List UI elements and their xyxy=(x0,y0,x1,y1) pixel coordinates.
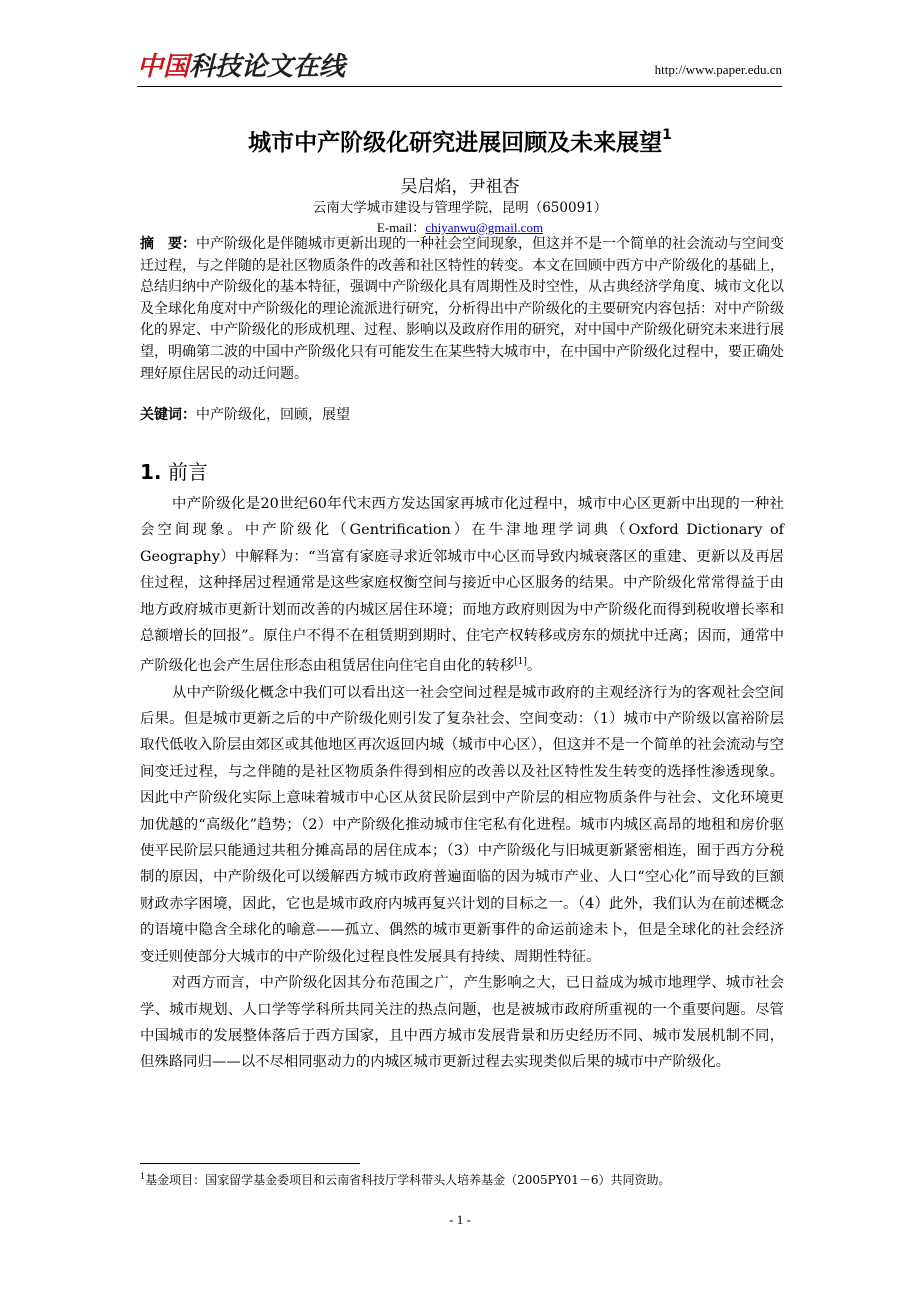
paragraph xyxy=(140,491,784,680)
abstract-label: 摘 要： xyxy=(140,236,196,252)
page-number: - 1 - xyxy=(449,1212,471,1227)
paper-title xyxy=(0,124,920,157)
footnote-text: 基金项目：国家留学基金委项目和云南省科技厅学科带头人培养基金（2005PY01－6）共同资助。 xyxy=(145,1173,671,1187)
logo-red-text: 中国 xyxy=(137,52,190,82)
citation-ref[interactable]: [1] xyxy=(514,657,527,668)
paragraph xyxy=(140,970,784,1076)
header-url[interactable]: http://www.paper.edu.cn xyxy=(654,62,782,77)
abstract xyxy=(140,234,784,385)
header-divider xyxy=(137,86,782,87)
affiliation: 云南大学城市建设与管理学院，昆明（650091） xyxy=(312,200,608,216)
paragraph-tail: 。 xyxy=(526,658,542,675)
logo-dark-text: 科技论文在线 xyxy=(189,52,346,82)
keywords-label: 关键词： xyxy=(140,407,196,423)
title-text: 城市中产阶级化研究进展回顾及未来展望 xyxy=(248,130,663,156)
keywords-text: 中产阶级化，回顾，展望 xyxy=(196,407,350,423)
footnote xyxy=(140,1171,671,1188)
body-text xyxy=(140,491,784,1076)
section-title: 前言 xyxy=(167,460,208,484)
paragraph xyxy=(140,680,784,970)
site-logo xyxy=(137,52,345,82)
paragraph-text: 对西方而言，中产阶级化因其分布范围之广，产生影响之大，已日益成为城市地理学、城市社会学、城市规划、人口学等学科所共同关注的热点问题，也是被城市政府所重视的一个重要问题。尽管中国城市的发展整体落后于西方国家，且中西方城市发展背景和历史经历不同、城市发展机制不同，但殊路同归——以不尽相同驱动力的内城区城市更新过程去实现类似后果的城市中产阶级化。 xyxy=(140,975,784,1071)
abstract-text: 中产阶级化是伴随城市更新出现的一种社会空间现象，但这并不是一个简单的社会流动与空间变迁过程，与之伴随的是社区物质条件的改善和社区特性的转变。本文在回顾中西方中产阶级化的基础上，总结归纳中产阶级化的基本特征，强调中产阶级化具有周期性及时空性，从古典经济学角度、城市文化以及全球化角度对中产阶级化的理论流派进行研究，分析得出中产阶级化的主要研究内容包括：对中产阶级化的界定、中产阶级化的形成机理、过程、影响以及政府作用的研究，对中国中产阶级化研究未来进行展望，明确第二波的中国中产阶级化只有可能发生在某些特大城市中，在中国中产阶级化过程中，要正确处理好原住居民的动迁问题。 xyxy=(140,236,784,382)
paragraph-text: 从中产阶级化概念中我们可以看出这一社会空间过程是城市政府的主观经济行为的客观社会空间后果。但是城市更新之后的中产阶级化则引发了复杂社会、空间变动：（1）城市中产阶级以富裕阶层取代低收入阶层由郊区或其他地区再次返回内城（城市中心区），但这并不是一个简单的社会流动与空间变迁过程，与之伴随的是社区物质条件得到相应的改善以及社区特性发生转变的选择性渗透现象。因此中产阶级化实际上意味着城市中心区从贫民阶层到中产阶层的相应物质条件与社会、文化环境更加优越的“高级化”趋势；（2）中产阶级化推动城市住宅私有化进程。城市内城区高昂的地租和房价驱使平民阶层只能通过共租分摊高昂的居住成本；（3）中产阶级化与旧城更新紧密相连，囿于西方分税制的原因，中产阶级化可以缓解西方城市政府普遍面临的因为城市产业、人口“空心化”而导致的巨额财政赤字困境，因此，它也是城市政府内城再复兴计划的目标之一。（4）此外，我们认为在前述概念的语境中隐含全球化的喻意——孤立、偶然的城市更新事件的命运前途未卜，但是全球化的社会经济变迁则使部分大城市的中产阶级化过程良性发展具有持续、周期性特征。 xyxy=(140,684,784,965)
keywords xyxy=(140,404,350,424)
section-heading xyxy=(140,456,208,485)
authors: 吴启焰，尹祖杏 xyxy=(400,177,520,197)
footnote-mark: 1 xyxy=(140,1172,146,1181)
email-label: E-mail： xyxy=(376,220,426,235)
email-link[interactable]: chiyanwu@gmail.com xyxy=(425,220,544,235)
section-number: 1. xyxy=(140,460,162,484)
footnote-divider xyxy=(140,1163,360,1164)
title-footnote-mark[interactable]: 1 xyxy=(662,127,672,144)
paragraph-text: 中产阶级化是20世纪60年代末西方发达国家再城市化过程中，城市中心区更新中出现的一种社会空间现象。中产阶级化（Gentrification）在牛津地理学词典（Oxford Dictionary of Geography）中解释为：“当富有家庭寻求近邻城市中心区而导致内城衰落区的重建、更新以及再居住过程，这种择居过程通常是这些家庭权衡空间与接近中心区服务的结果。中产阶级化常常得益于由地方政府城市更新计划而改善的内城区居住环境；而地方政府则因为中产阶级化而得到税收增长率和总额增长的回报”。原住户不得不在租赁期到期时、住宅产权转移或房东的烦扰中迁离；因而，通常中产阶级化也会产生居住形态由租赁居住向住宅自由化的转移 xyxy=(140,496,784,675)
